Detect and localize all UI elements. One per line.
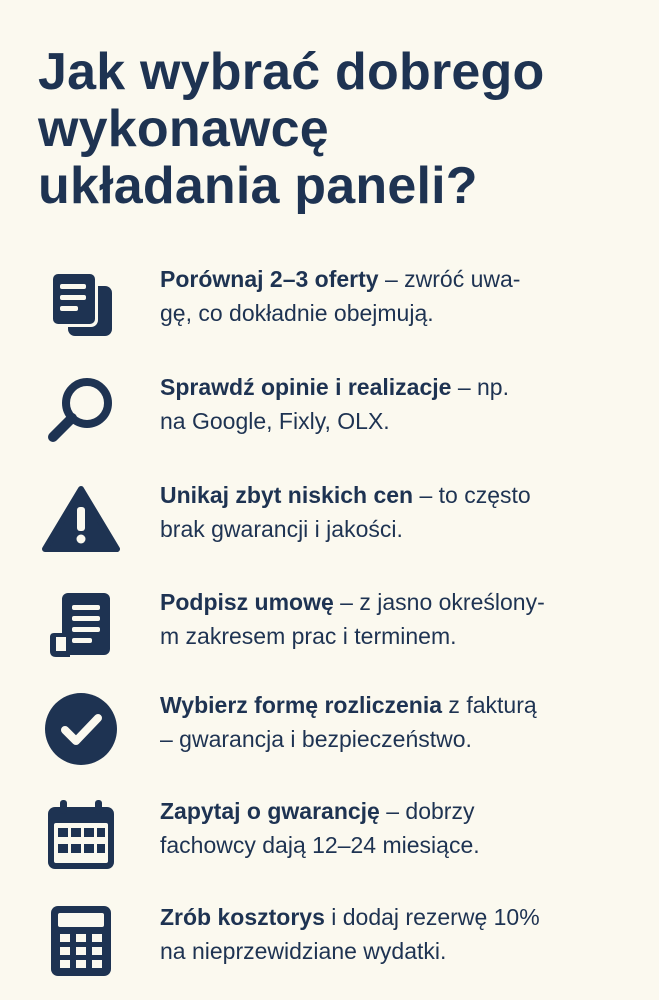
- calendar-icon: [40, 794, 122, 876]
- item-desc-line2: m zakresem prac i terminem.: [160, 623, 457, 649]
- item-heading: Zrób kosztorys: [160, 904, 325, 930]
- search-icon: [40, 370, 122, 452]
- item-text: [160, 262, 630, 330]
- list-item-avoid-low-prices: [0, 478, 659, 568]
- item-text: [160, 370, 630, 438]
- item-text: [160, 585, 630, 653]
- item-desc: – dobrzy: [379, 798, 475, 824]
- checkmark-icon: [40, 688, 122, 770]
- item-desc: – np.: [451, 374, 509, 400]
- item-desc-line2: brak gwarancji i jakości.: [160, 516, 403, 542]
- list-item-compare-offers: [0, 262, 659, 352]
- list-item-check-reviews: [0, 370, 659, 460]
- documents-icon: [40, 262, 122, 344]
- title-line: Jak wybrać dobrego: [38, 43, 545, 101]
- list-item-sign-contract: [0, 585, 659, 675]
- warning-icon: [40, 478, 122, 560]
- item-text: [160, 478, 630, 546]
- item-heading: Porównaj 2–3 oferty: [160, 266, 379, 292]
- list-item-ask-warranty: [0, 794, 659, 884]
- item-desc-line2: na nieprzewidziane wydatki.: [160, 938, 447, 964]
- item-desc: – z jasno określony-: [333, 589, 545, 615]
- list-item-make-estimate: [0, 900, 659, 990]
- item-heading: Unikaj zbyt niskich cen: [160, 482, 414, 508]
- item-desc-line2: na Google, Fixly, OLX.: [160, 408, 390, 434]
- item-desc-line2: gę, co dokładnie obejmują.: [160, 300, 434, 326]
- item-desc-line2: fachowcy dają 12–24 miesiące.: [160, 832, 480, 858]
- item-desc: z fakturą: [442, 692, 537, 718]
- item-desc-line2: – gwarancja i bezpieczeństwo.: [160, 726, 472, 752]
- page-title: [38, 44, 638, 215]
- contract-icon: [40, 585, 122, 667]
- title-line: wykonawcę: [38, 100, 329, 158]
- item-heading: Zapytaj o gwarancję: [160, 798, 380, 824]
- item-heading: Wybierz formę rozliczenia: [160, 692, 443, 718]
- title-line: układania paneli?: [38, 157, 478, 215]
- item-desc: – to często: [413, 482, 531, 508]
- item-text: [160, 794, 630, 862]
- item-heading: Sprawdź opinie i realizacje: [160, 374, 452, 400]
- item-heading: Podpisz umowę: [160, 589, 334, 615]
- item-desc: – zwróć uwa-: [378, 266, 521, 292]
- calculator-icon: [40, 900, 122, 982]
- list-item-choose-settlement: [0, 688, 659, 778]
- item-text: [160, 900, 630, 968]
- item-text: [160, 688, 630, 756]
- item-desc: i dodaj rezerwę 10%: [324, 904, 540, 930]
